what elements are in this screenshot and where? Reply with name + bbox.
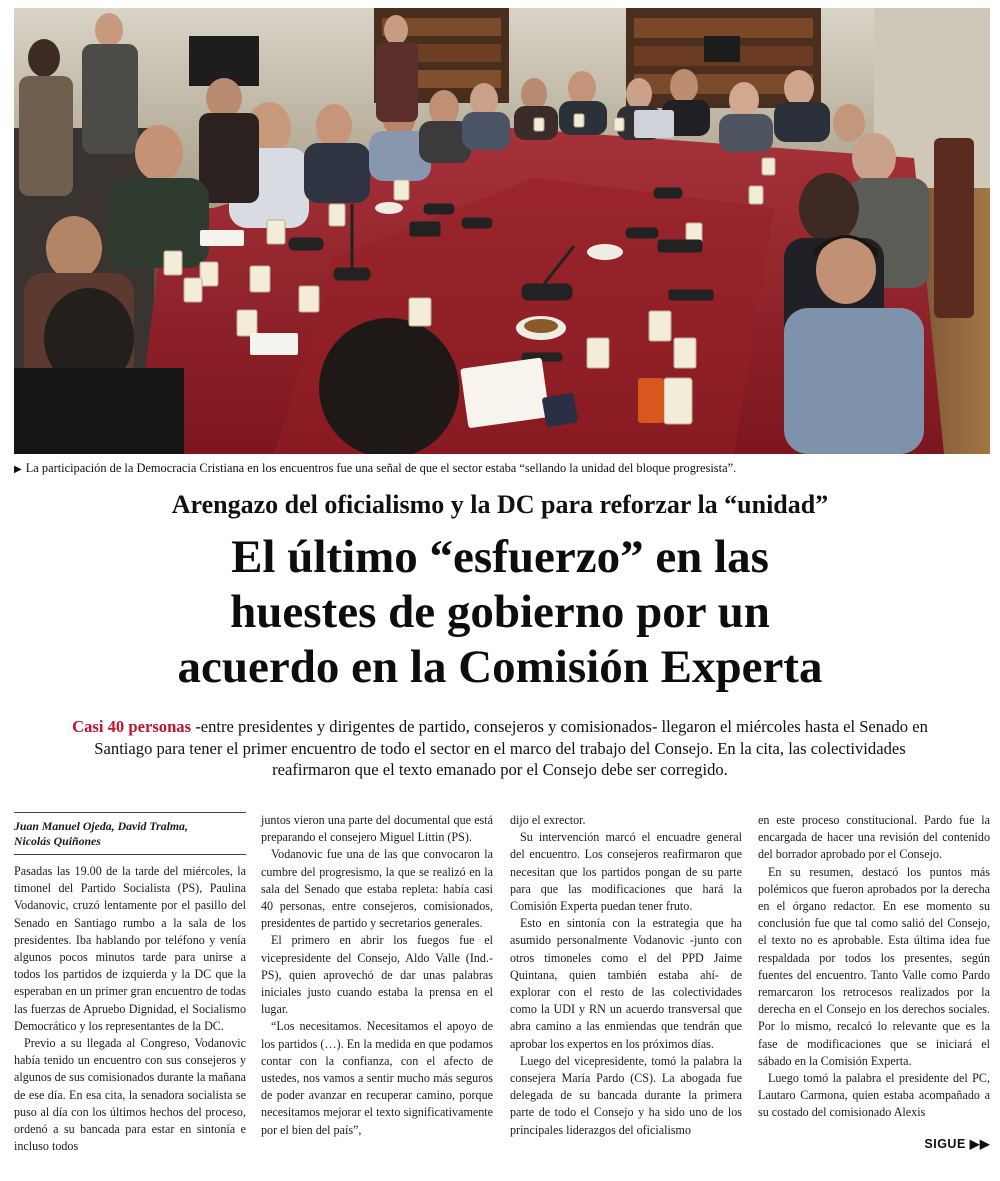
paragraph: en este proceso constitucional. Pardo fue la encargada de hacer una revisión del contenido del borrador aprobado por el Consejo. (758, 813, 990, 862)
paragraph: El primero en abrir los fuegos fue el vicepresidente del Consejo, Aldo Valle (Ind.-PS), quien aprovechó de dar unas palabras iniciales justo cuando estaba la prensa en el lugar. (261, 933, 493, 1017)
photo-caption (14, 461, 990, 476)
headline-line-2: huestes de gobierno por un (230, 586, 770, 638)
paragraph: Vodanovic fue una de las que convocaron la cumbre del progresismo, la que se realizó en la sala del Senado que estaba repleta: había casi 40 personas, entre consejeros, comisionados, presidentes de partido y secretarios generales. (261, 847, 493, 931)
caption-marker-icon: ▶ (14, 464, 22, 475)
article-column-2 (261, 812, 493, 1139)
paragraph: Pasadas las 19.00 de la tarde del miércoles, la timonel del Partido Socialista (PS), Paulina Vodanovic, cruzó lentamente por el pasillo del Senado en Santiago rumbo a la sala de los presidentes. Iba hablando por teléfono y venía algunos pocos minutos tarde para unirse a todos los partidos de izquierda y la DC que la esperaban en un primer gran encuentro de todas las fuerzas de Apruebo Dignidad, el Socialismo Democrático y los representantes de la DC. (14, 864, 246, 1033)
article-column-1 (14, 812, 246, 1155)
headline-line-3: acuerdo en la Comisión Experta (177, 641, 823, 693)
article-column-4 (758, 812, 990, 1122)
byline (14, 812, 246, 855)
paragraph: dijo el exrector. (510, 813, 586, 827)
lead-text: -entre presidentes y dirigentes de partido, consejeros y comisionados- llegaron el miércoles hasta el Senado en Santiago para tener el primer encuentro de todo el sector en el marco del trabajo del Consejo. En la cita, las colectividades reafirmaron que el texto emanado por el Consejo debe ser corregido. (94, 717, 928, 779)
meeting-photo-illustration (14, 8, 990, 454)
caption-text: La participación de la Democracia Cristiana en los encuentros fue una señal de que el sector estaba “sellando la unidad del bloque progresista”. (25, 461, 737, 475)
kicker-headline: Arengazo del oficialismo y la DC para reforzar la “unidad” (171, 490, 829, 519)
paragraph: Luego del vicepresidente, tomó la palabra la consejera María Pardo (CS). La abogada fue delegada de su bancada durante la primera parte de todo el Consejo y ha sido uno de los principales liderazgos del oficialismo (510, 1053, 742, 1137)
lead-paragraph (60, 716, 940, 781)
paragraph: En su resumen, destacó los puntos más polémicos que fueron aprobados por la derecha en el órgano redactor. En ese momento su conclusión fue que tal como salió del Consejo, el texto no es aprobable. Esta última idea fue respaldada por todos los presentes, según fuentes del encuentro. Tanto Valle como Pardo remarcaron los retrocesos realizados por la derecha en el Consejo en los derechos sociales. Por lo mismo, recalcó lo relevante que es la fase de modificaciones que se iniciará el sábado en la Comisión Experta. (758, 864, 990, 1068)
headline-line-1: El último “esfuerzo” en las (231, 531, 769, 583)
news-photo (14, 8, 990, 454)
paragraph: Luego tomó la palabra el presidente del PC, Lautaro Carmona, quien estaba acompañado a su costado del comisionado Alexis (758, 1071, 990, 1120)
lead-highlight: Casi 40 personas (72, 717, 192, 736)
paragraph: Esto en sintonía con la estrategia que ha asumido personalmente Vodanovic -junto con otros timoneles como el del PPD Jaime Quintana, quien también estaba ahí- de explorar con el resto de las colectividades como la UDI y RN un acuerdo transversal que abra camino a las enmiendas que tendrán que aprobar los expertos en los próximos días. (510, 916, 742, 1051)
paragraph: juntos vieron una parte del documental que está preparando el consejero Miguel Littin (PS). (261, 813, 493, 845)
byline-line-1: Juan Manuel Ojeda, David Tralma, (14, 819, 188, 833)
paragraph: Su intervención marcó el encuadre general del encuentro. Los consejeros reafirmaron que necesitan que los partidos pongan de su parte para que las modificaciones que hará la Comisión Experta puedan tener fruto. (510, 830, 742, 914)
byline-line-2: Nicolás Quiñones (14, 834, 101, 848)
article-column-3 (510, 812, 742, 1139)
paragraph: Previo a su llegada al Congreso, Vodanovic había tenido un encuentro con sus consejeros y algunos de sus comisionados durante la mañana de ese día. En esa cita, la senadora socialista se puso al día con los últimos hechos del proceso, ordenó a su bancada para estar en sintonía e incluso todos (14, 1036, 246, 1154)
paragraph: “Los necesitamos. Necesitamos el apoyo de los partidos (…). En la medida en que podamos contar con la confianza, con el afecto de ustedes, nos vamos a sentir mucho más seguros de poder avanzar en recuperar camino, porque necesitamos mejorar el texto significativamente por el bien del país”, (261, 1019, 493, 1137)
continue-label: SIGUE ▶▶ (924, 1137, 990, 1151)
main-headline (0, 530, 1000, 695)
